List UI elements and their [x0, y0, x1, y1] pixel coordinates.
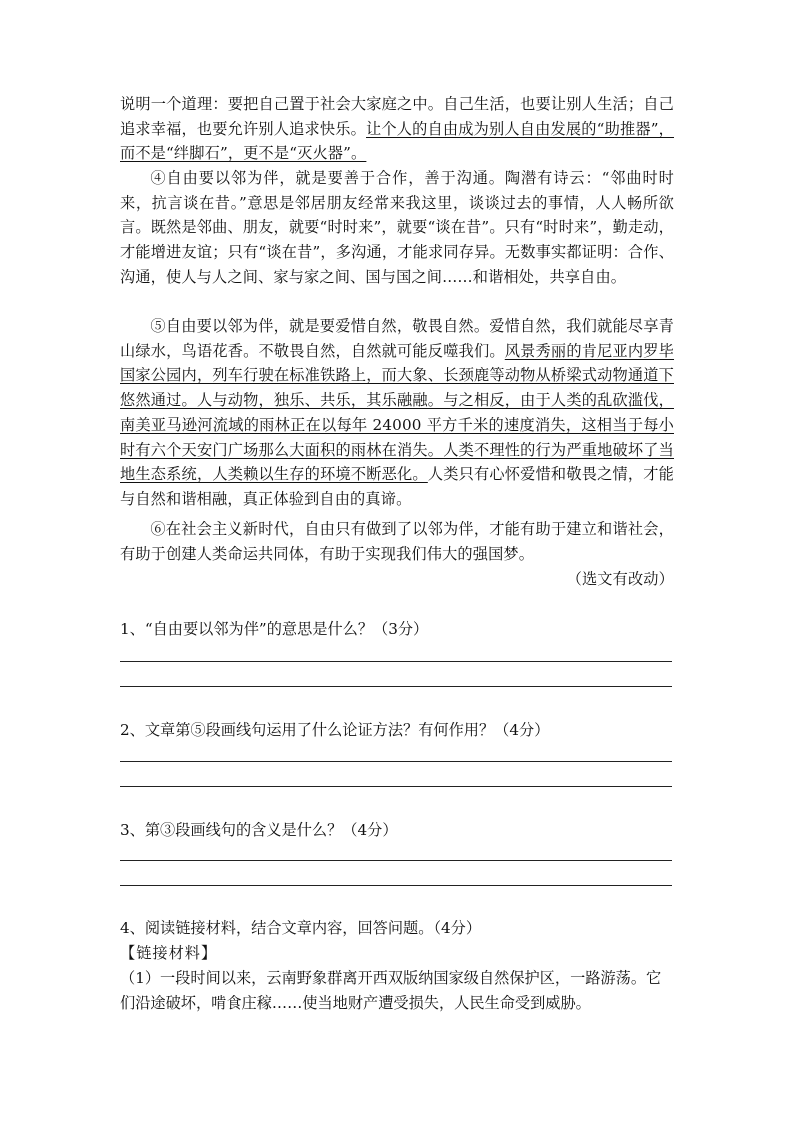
source-note: （选文有改动）: [566, 570, 674, 588]
paragraph-text-end: 人类只有心怀爱惜和敬畏之情，才能与自然和谐相融，真正体验到自由的真谛。: [120, 465, 675, 508]
answer-line[interactable]: [120, 786, 672, 787]
answer-line[interactable]: [120, 761, 672, 762]
paragraph-text: ⑤自由要以邻为伴，就是要爱惜自然，敬畏自然。爱惜自然，我们就能尽享青山绿水，鸟语花香。不敬畏自然，自然就可能反噬我们。: [120, 317, 674, 360]
underlined-sentence: 风景秀丽的肯尼亚内罗毕国家公园内，列车行驶在标准铁路上，而大象、长颈鹿等动物从桥梁式动物通道下悠然通过。人与动物，独乐、共乐，其乐融融。与之相反，由于人类的乱砍滥伐，南美亚马逊河流域的雨林正在以每年 24000 平方千米的速度消失，这相当于每小时有六个天安门广场那么大面积的雨林在消失。人类不理性的行为严重地破坏了当地生态系统，人类赖以生存的环境不断恶化。: [120, 341, 675, 484]
answer-line[interactable]: [120, 661, 672, 662]
paragraph-text: 说明一个道理：要把自己置于社会大家庭之中。自己生活，也要让别人生活；自己追求幸福，也要允许别人追求快乐。: [120, 95, 674, 138]
answer-line[interactable]: [120, 860, 672, 861]
question-4: 4、阅读链接材料，结合文章内容，回答问题。（4分）: [120, 919, 482, 937]
question-1: 1、“自由要以邻为伴”的意思是什么？（3分）: [120, 620, 429, 638]
passage-paragraph-5: [120, 314, 674, 512]
passage-paragraph-6: ⑥在社会主义新时代，自由只有做到了以邻为伴，才能有助于建立和谐社会，有助于创建人类命运共同体，有助于实现我们伟大的强国梦。: [120, 520, 674, 563]
answer-line[interactable]: [120, 686, 672, 687]
underlined-sentence: 让个人的自由成为别人自由发展的“助推器”，而不是“绊脚石”，更不是“灭火器”。: [120, 119, 674, 163]
passage-paragraph-3-end: [120, 92, 674, 166]
question-3: 3、第③段画线句的含义是什么？（4分）: [120, 821, 398, 839]
link-material-heading: 【链接材料】: [120, 944, 218, 962]
passage-paragraph-4: ④自由要以邻为伴，就是要善于合作，善于沟通。陶潜有诗云：“邻曲时时来，抗言谈在昔。”意思是邻居朋友经常来我这里，谈谈过去的事情，人人畅所欲言。既然是邻曲、朋友，就要“时时来”，就要“谈在昔”。只有“时时来”，勤走动，才能增进友谊；只有“谈在昔”，多沟通，才能求同存异。无数事实都证明：合作、沟通，使人与人之间、家与家之间、国与国之间……和谐相处，共享自由。: [120, 169, 674, 286]
answer-line[interactable]: [120, 885, 672, 886]
link-material-item-1: （1）一段时间以来，云南野象群离开西双版纳国家级自然保护区，一路游荡。它们沿途破坏，啃食庄稼……使当地财产遭受损失，人民生命受到威胁。: [120, 969, 662, 1012]
question-2: 2、文章第⑤段画线句运用了什么论证方法？有何作用？（4分）: [120, 721, 550, 739]
